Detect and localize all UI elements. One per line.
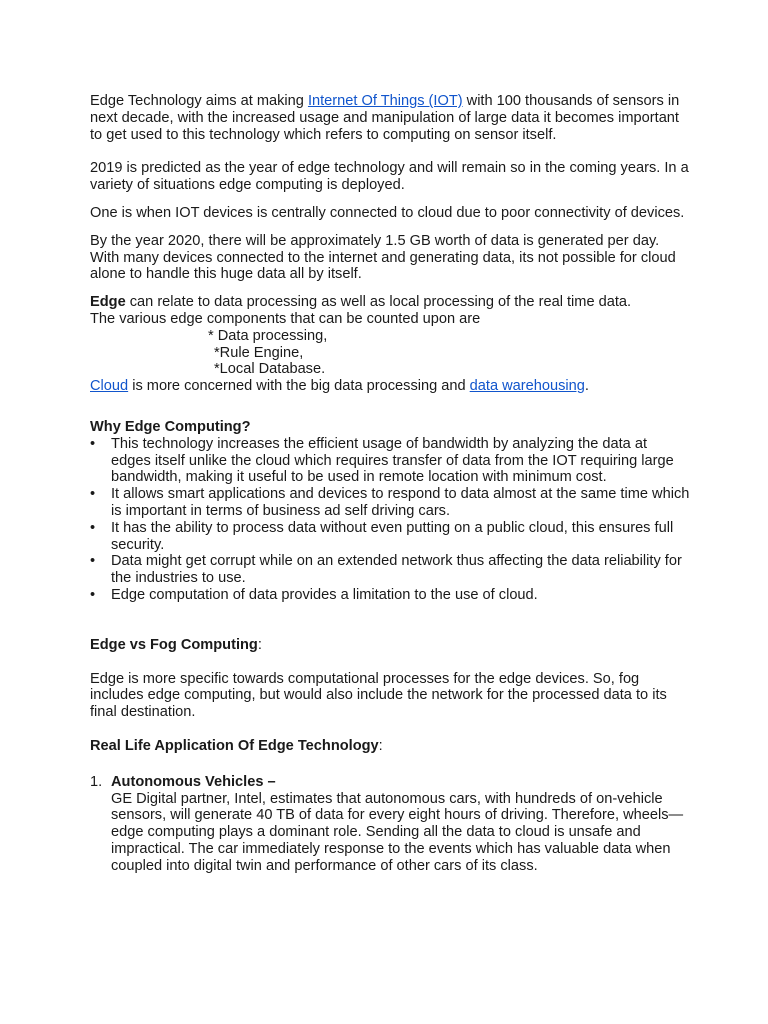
- list-item-text: Data might get corrupt while on an extended network thus affecting the data reliability for the industries to use.: [111, 553, 682, 587]
- list-item: [90, 436, 690, 486]
- fog-paragraph: Edge is more specific towards computational processes for the edge devices. So, fog includes edge computing, but would also include the network for the processed data to its final destination.: [90, 670, 667, 721]
- list-item: [90, 587, 690, 604]
- edge-term: Edge: [90, 294, 126, 311]
- list-item-text: Edge computation of data provides a limitation to the use of cloud.: [111, 586, 538, 603]
- data-warehousing-link[interactable]: data warehousing: [469, 378, 585, 395]
- intro-paragraph-2: 2019 is predicted as the year of edge technology and will remain so in the coming years. In a variety of situations edge computing is deployed.: [90, 160, 689, 194]
- intro-paragraph-4: By the year 2020, there will be approximately 1.5 GB worth of data is generated per day. With many devices connected to the internet and generating data, its not possible for cloud alone to handle this huge data all by itself.: [90, 232, 676, 283]
- why-edge-heading: Why Edge Computing?: [90, 418, 251, 435]
- intro-text-before-link: Edge Technology aims at making: [90, 93, 308, 109]
- why-edge-list: [90, 436, 690, 604]
- list-item: [90, 520, 690, 554]
- intro-text-after-link: with 100 thousands of sensors in next decade, with the increased usage and manipulation of large data it becomes important to get used to this technology which refers to computing on sensor itself.: [90, 93, 680, 143]
- edge-definition: [90, 294, 690, 311]
- iot-link[interactable]: Internet Of Things (IOT): [307, 93, 463, 109]
- fog-heading-text: Edge vs Fog Computing: [90, 636, 258, 653]
- bullet-icon: •: [90, 553, 96, 570]
- component-item: *Rule Engine,: [214, 344, 304, 361]
- apps-heading: [90, 738, 690, 755]
- cloud-link[interactable]: Cloud: [90, 378, 129, 395]
- fog-heading-colon: :: [257, 636, 262, 653]
- cloud-paragraph: [90, 378, 690, 395]
- bullet-icon: •: [90, 586, 96, 603]
- cloud-paragraph-text: is more concerned with the big data processing and: [128, 378, 470, 395]
- edge-definition-text: can relate to data processing as well as local processing of the real time data.: [125, 294, 632, 311]
- applications-list: [90, 774, 690, 875]
- list-item: [90, 486, 690, 520]
- bullet-icon: •: [90, 519, 96, 536]
- list-item-text: This technology increases the efficient usage of bandwidth by analyzing the data at edges itself unlike the cloud which requires transfer of data from the IOT requiring large bandwidth, making it useful to be used in remote location with minimum cost.: [111, 435, 674, 486]
- list-item: [90, 774, 690, 875]
- apps-heading-text: Real Life Application Of Edge Technology: [90, 737, 379, 754]
- fog-heading: [90, 637, 690, 654]
- component-item: *Local Database.: [214, 361, 326, 378]
- apps-heading-colon: :: [378, 737, 383, 754]
- list-number: 1.: [90, 773, 103, 790]
- list-item-text: It allows smart applications and devices to respond to data almost at the same time which is important in terms of business ad self driving cars.: [111, 486, 690, 519]
- cloud-paragraph-end: .: [584, 378, 589, 395]
- application-title: Autonomous Vehicles –: [111, 773, 276, 790]
- component-item: * Data processing,: [208, 327, 328, 344]
- bullet-icon: •: [90, 435, 96, 452]
- list-item-text: It has the ability to process data without even putting on a public cloud, this ensures full security.: [111, 519, 674, 553]
- application-body: GE Digital partner, Intel, estimates that autonomous cars, with hundreds of on-vehicle sensors, will generate 40 TB of data for every eight hours of driving. Therefore, wheels—edge computing plays a dominant role. Sending all the data to cloud is unsafe and impractical. The car immediately response to the events which has valuable data when coupled into digital twin and performance of other cars of its class.: [111, 790, 684, 874]
- bullet-icon: •: [90, 486, 96, 503]
- list-item: [90, 553, 690, 587]
- intro-paragraph-1: [90, 93, 690, 143]
- components-intro: The various edge components that can be counted upon are: [90, 310, 481, 327]
- intro-paragraph-3: One is when IOT devices is centrally connected to cloud due to poor connectivity of devices.: [90, 204, 685, 221]
- document-page: [90, 93, 690, 874]
